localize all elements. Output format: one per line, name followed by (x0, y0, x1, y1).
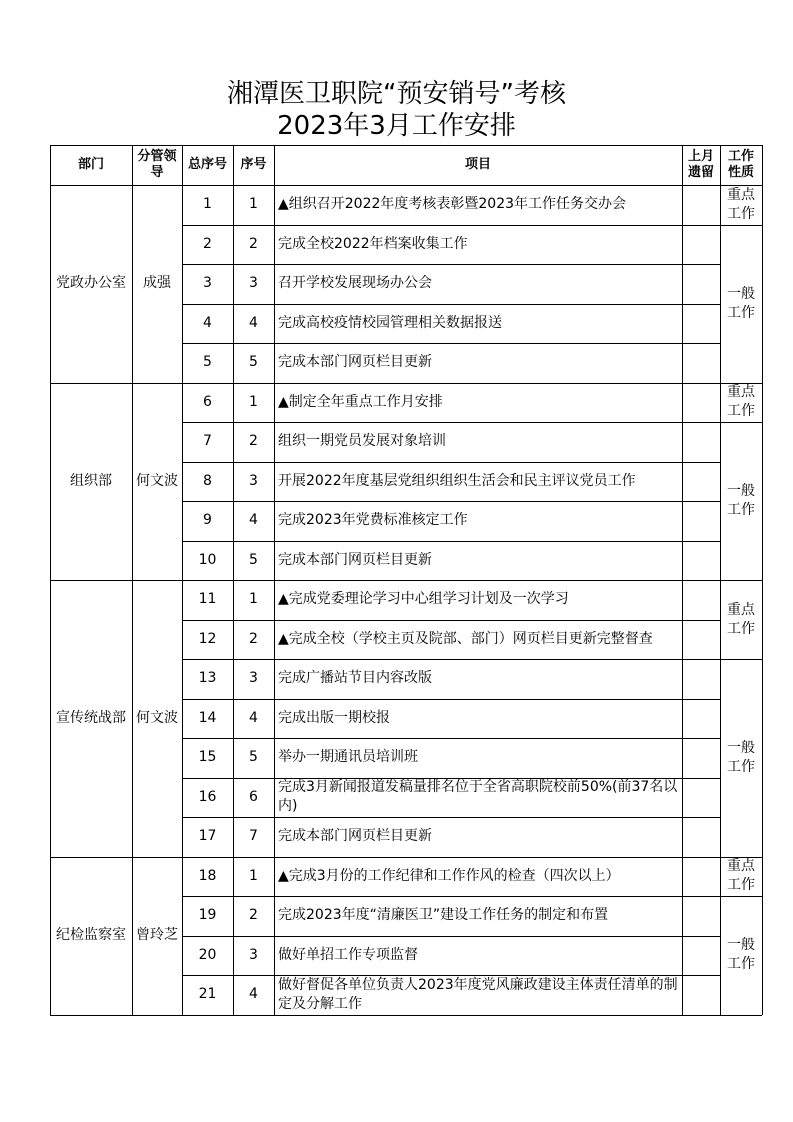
carryover-cell (682, 541, 720, 581)
total-no-cell: 8 (203, 472, 212, 489)
work-nature-cell: 一般工作 (727, 739, 755, 775)
item-cell: ▲完成党委理论学习中心组学习计划及一次学习 (278, 591, 569, 608)
dept-cell: 组织部 (70, 472, 112, 489)
work-nature-cell: 重点工作 (727, 186, 755, 222)
seq-no-cell: 4 (249, 709, 258, 726)
seq-no-cell: 5 (249, 551, 258, 568)
work-nature-cell: 重点工作 (727, 601, 755, 637)
carryover-cell (682, 462, 720, 502)
item-cell: 做好单招工作专项监督 (278, 946, 418, 963)
seq-no-cell: 7 (249, 828, 258, 845)
nature-divider (720, 896, 762, 897)
item-cell: 完成高校疫情校园管理相关数据报送 (278, 314, 502, 331)
seq-no-cell: 1 (249, 393, 258, 410)
seq-no-cell: 5 (249, 354, 258, 371)
carryover-cell (682, 778, 720, 818)
carryover-cell (682, 699, 720, 739)
carryover-cell (682, 422, 720, 462)
row-divider (182, 659, 720, 660)
header-item: 项目 (464, 157, 491, 172)
work-nature-cell: 重点工作 (727, 858, 755, 894)
total-no-cell: 6 (203, 393, 212, 410)
item-cell: ▲组织召开2022年度考核表彰暨2023年工作任务交办会 (278, 196, 627, 213)
seq-no-cell: 3 (249, 946, 258, 963)
header-dept: 部门 (77, 157, 104, 172)
seq-no-cell: 2 (249, 630, 258, 647)
column-divider (132, 145, 133, 1015)
row-divider (182, 264, 720, 265)
item-cell: 开展2022年度基层党组织组织生活会和民主评议党员工作 (278, 472, 636, 489)
carryover-cell (682, 225, 720, 265)
carryover-cell (682, 304, 720, 344)
row-divider (182, 304, 720, 305)
carryover-cell (682, 936, 720, 976)
seq-no-cell: 6 (249, 788, 258, 805)
total-no-cell: 4 (203, 314, 212, 331)
item-cell: 完成3月新闻报道发稿量排名位于全省高职院校前50%(前37名以内) (278, 779, 678, 815)
seq-no-cell: 3 (249, 275, 258, 292)
total-no-cell: 2 (203, 235, 212, 252)
row-divider (182, 620, 720, 621)
seq-no-cell: 4 (249, 314, 258, 331)
table-top-border (50, 145, 762, 146)
carryover-cell (682, 975, 720, 1015)
row-divider (182, 817, 720, 818)
row-divider (182, 343, 720, 344)
header-leader: 分管领导 (137, 149, 177, 180)
row-divider (182, 462, 720, 463)
total-no-cell: 12 (198, 630, 217, 647)
work-nature-cell: 重点工作 (727, 384, 755, 420)
header-carryover: 上月遗留 (687, 149, 714, 180)
nature-divider (720, 225, 762, 226)
seq-no-cell: 2 (249, 235, 258, 252)
leader-cell: 何文波 (136, 472, 178, 489)
work-nature-cell: 一般工作 (727, 483, 755, 518)
column-divider (682, 145, 683, 1015)
row-divider (182, 422, 720, 423)
work-nature-cell: 一般工作 (727, 285, 755, 321)
item-cell: 组织一期党员发展对象培训 (278, 433, 446, 450)
row-divider (182, 738, 720, 739)
item-cell: 完成2023年度“清廉医卫”建设工作任务的制定和布置 (278, 907, 609, 924)
carryover-cell (682, 185, 720, 225)
column-divider (233, 145, 234, 1015)
seq-no-cell: 1 (249, 867, 258, 884)
carryover-cell (682, 620, 720, 660)
carryover-cell (682, 857, 720, 897)
item-cell: ▲完成3月份的工作纪律和工作作风的检查（四次以上） (278, 867, 620, 884)
dept-cell: 纪检监察室 (56, 927, 126, 943)
carryover-cell (682, 738, 720, 778)
total-no-cell: 11 (198, 591, 217, 608)
column-divider (50, 145, 51, 1015)
column-divider (720, 145, 721, 1015)
item-cell: 完成出版一期校报 (278, 709, 390, 726)
seq-no-cell: 4 (249, 986, 258, 1003)
row-divider (182, 699, 720, 700)
row-divider (182, 936, 720, 937)
carryover-cell (682, 580, 720, 620)
seq-no-cell: 1 (249, 196, 258, 213)
total-no-cell: 1 (203, 196, 212, 213)
total-no-cell: 7 (203, 433, 212, 450)
seq-no-cell: 3 (249, 670, 258, 687)
row-divider (182, 501, 720, 502)
nature-divider (720, 659, 762, 660)
group-divider (50, 1015, 762, 1016)
leader-cell: 何文波 (136, 709, 178, 726)
item-cell: 做好督促各单位负责人2023年度党风廉政建设主体责任清单的制定及分解工作 (278, 976, 678, 1012)
seq-no-cell: 3 (249, 472, 258, 489)
carryover-cell (682, 343, 720, 383)
carryover-cell (682, 501, 720, 541)
total-no-cell: 19 (198, 907, 217, 924)
total-no-cell: 14 (198, 709, 217, 726)
document-title-line1: 湘潭医卫职院“预安销号”考核 (227, 79, 566, 109)
carryover-cell (682, 264, 720, 304)
item-cell: 举办一期通讯员培训班 (278, 749, 418, 766)
row-divider (182, 778, 720, 779)
column-divider (762, 145, 763, 1015)
total-no-cell: 15 (198, 749, 217, 766)
seq-no-cell: 2 (249, 907, 258, 924)
item-cell: 完成本部门网页栏目更新 (278, 828, 432, 845)
item-cell: ▲完成全校（学校主页及院部、部门）网页栏目更新完整督查 (278, 630, 653, 647)
work-nature-cell: 一般工作 (727, 937, 755, 973)
total-no-cell: 18 (198, 867, 217, 884)
header-nature: 工作性质 (727, 149, 754, 180)
row-divider (182, 225, 720, 226)
carryover-cell (682, 659, 720, 699)
nature-divider (720, 422, 762, 423)
item-cell: 完成本部门网页栏目更新 (278, 354, 432, 371)
total-no-cell: 5 (203, 354, 212, 371)
seq-no-cell: 4 (249, 512, 258, 529)
header-total-no: 总序号 (187, 157, 227, 172)
carryover-cell (682, 817, 720, 857)
total-no-cell: 10 (198, 551, 217, 568)
dept-cell: 宣传统战部 (56, 709, 126, 726)
row-divider (182, 896, 720, 897)
item-cell: 完成2023年党费标准核定工作 (278, 512, 468, 529)
total-no-cell: 17 (198, 828, 217, 845)
total-no-cell: 13 (198, 670, 217, 687)
total-no-cell: 21 (198, 986, 217, 1003)
document-title-line2: 2023年3月工作安排 (277, 111, 516, 141)
item-cell: 完成全校2022年档案收集工作 (278, 235, 468, 252)
total-no-cell: 3 (203, 275, 212, 292)
dept-cell: 党政办公室 (56, 275, 126, 292)
header-seq-no: 序号 (240, 157, 267, 172)
item-cell: 完成本部门网页栏目更新 (278, 551, 432, 568)
seq-no-cell: 2 (249, 433, 258, 450)
total-no-cell: 16 (198, 788, 217, 805)
carryover-cell (682, 383, 720, 423)
seq-no-cell: 1 (249, 591, 258, 608)
total-no-cell: 20 (198, 946, 217, 963)
column-divider (274, 145, 275, 1015)
leader-cell: 成强 (143, 275, 171, 292)
row-divider (182, 541, 720, 542)
item-cell: 召开学校发展现场办公会 (278, 275, 432, 292)
column-divider (182, 145, 183, 1015)
item-cell: ▲制定全年重点工作月安排 (278, 393, 443, 410)
seq-no-cell: 5 (249, 749, 258, 766)
total-no-cell: 9 (203, 512, 212, 529)
row-divider (182, 975, 720, 976)
leader-cell: 曾玲芝 (136, 927, 178, 943)
item-cell: 完成广播站节目内容改版 (278, 670, 432, 687)
carryover-cell (682, 896, 720, 936)
